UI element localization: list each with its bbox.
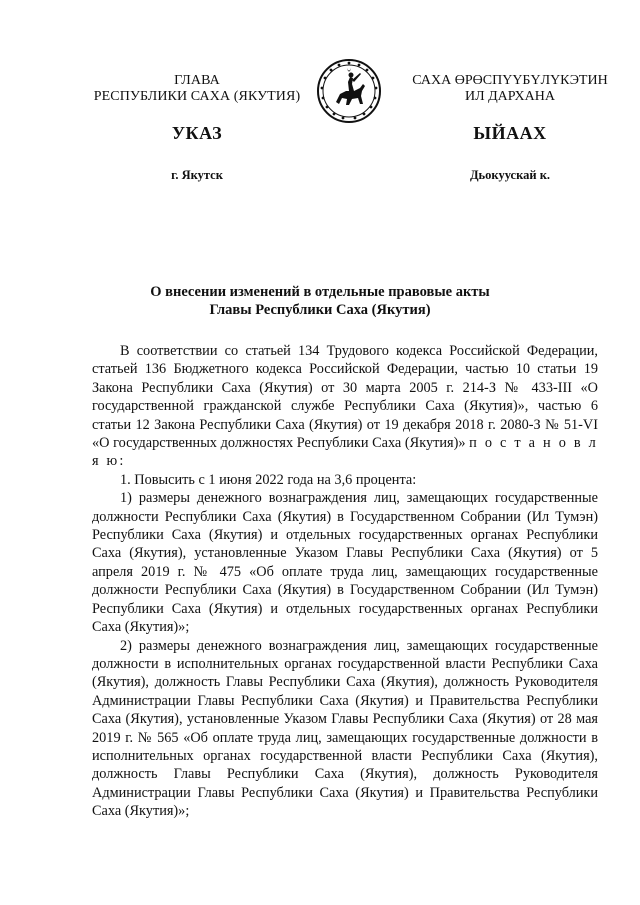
decree-label-left: УКАЗ — [171, 123, 223, 143]
issuer-right — [385, 73, 635, 105]
city-left: г. Якутск — [171, 168, 223, 182]
issuer-left — [72, 73, 322, 105]
decree-word: п о с т а н о в л я ю: — [92, 435, 599, 470]
title-line2: Главы Республики Саха (Якутия) — [209, 302, 431, 318]
coat-of-arms-icon — [316, 58, 382, 124]
decree-label-right: ЫЙААХ — [473, 123, 547, 143]
issuer-left-line1: ГЛАВА — [174, 73, 220, 88]
intro-paragraph — [92, 342, 598, 471]
issuer-left-line2: РЕСПУБЛИКИ САХА (ЯКУТИЯ) — [93, 89, 301, 104]
issuer-right-line1: САХА ӨРӨСПҮҮБҮЛҮКЭТИН — [412, 73, 608, 88]
document-body — [92, 342, 598, 821]
item-1: 1. Повысить с 1 июня 2022 года на 3,6 процента: — [120, 471, 417, 488]
title-line1: О внесении изменений в отдельные правовые акты — [150, 284, 490, 300]
item-1-1: 1) размеры денежного вознаграждения лиц, замещающих государственные должности Республики Саха (Якутия) в Государственном Собрании (Ил Тумэн) Республики Саха (Якутия) и отдельных государственных органах Республики Саха (Якутия), установленные Указом Главы Республики Саха (Якутия) от 5 апреля 2019 г. № 475 «Об оплате труда лиц, замещающих государственные должности Республики Саха (Якутия) в Государственном Собрании (Ил Тумэн) Республики Саха (Якутия) и отдельных государственных органах Республики Саха (Якутия)»; — [92, 490, 598, 636]
item-1-2: 2) размеры денежного вознаграждения лиц, замещающих государственные должности в исполнительных органах государственной власти Республики Саха (Якутия), должность Главы Республики Саха (Якутия), должность Руководителя Администрации Главы Республики Саха (Якутия) и Правительства Республики Саха (Якутия), установленные Указом Главы Республики Саха (Якутия) от 28 мая 2019 г. № 565 «Об оплате труда лиц, замещающих государственные должности в исполнительных органах государственной власти Республики Саха (Якутия), должность Главы Республики Саха (Якутия), должность Руководителя Администрации Главы Республики Саха (Якутия) и Правительства Республики Саха (Якутия)»; — [92, 637, 598, 820]
document-title — [90, 283, 550, 319]
city-right: Дьокуускай к. — [469, 168, 551, 182]
intro-text: В соответствии со статьей 134 Трудового кодекса Российской Федерации, статьей 136 Бюджетного кодекса Российской Федерации, частью 10 статьи 19 Закона Республики Саха (Якутия) от 30 марта 2005 г. 214-З № 433-III «О государственной гражданской службе Республики Саха (Якутия)», частью 6 статьи 12 Закона Республики Саха (Якутия) от 19 декабря 2018 г. 2080-З № 51-VI «О государственных должностях Республики Саха (Якутия)» — [92, 343, 598, 452]
issuer-right-line2: ИЛ ДАРХАНА — [464, 89, 555, 104]
